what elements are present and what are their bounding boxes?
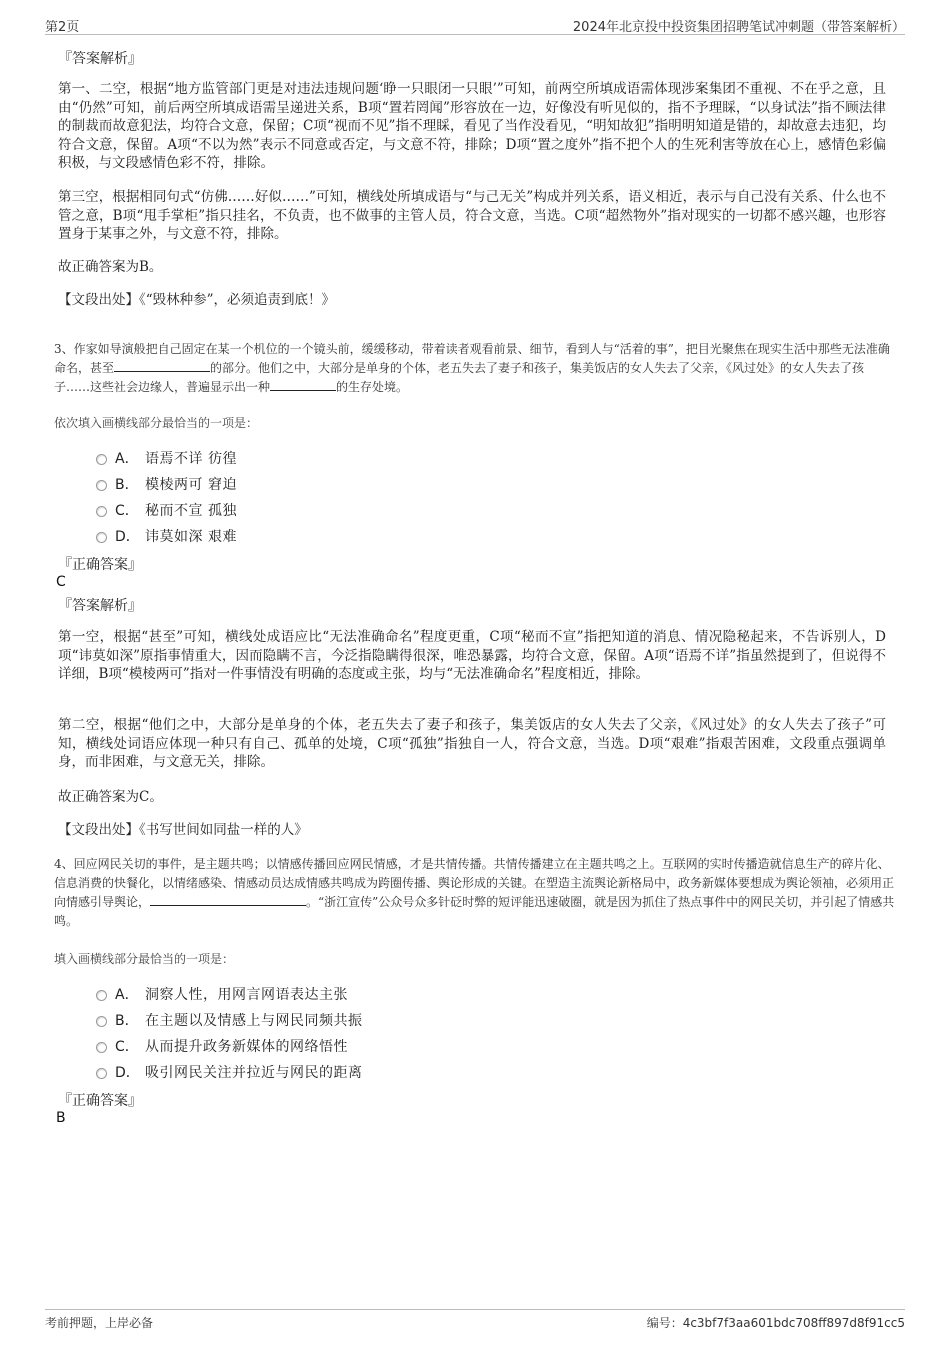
radio-icon[interactable] <box>96 506 107 517</box>
correct-answer-label: 『正确答案』 <box>58 557 142 573</box>
fill-blank <box>270 378 336 391</box>
analysis-label: 『答案解析』 <box>58 51 142 67</box>
option-letter: D． <box>115 529 140 545</box>
fill-blank <box>114 359 210 372</box>
question-prompt: 填入画横线部分最恰当的一项是： <box>54 952 235 966</box>
option-letter: C． <box>115 1039 139 1055</box>
question-text: 的生存处境。 <box>336 380 409 394</box>
fill-blank <box>150 893 306 906</box>
option-letter: D． <box>115 1065 140 1081</box>
radio-icon[interactable] <box>96 1016 107 1027</box>
radio-icon[interactable] <box>96 532 107 543</box>
option-text: 秘而不宣 孤独 <box>145 503 237 519</box>
question-prompt: 依次填入画横线部分最恰当的一项是： <box>54 416 259 430</box>
document-id: 编号：4c3bf7f3aa601bdc708ff897d8f91cc5 <box>646 1316 905 1330</box>
analysis-paragraph: 第一空，根据“甚至”可知，横线处成语应比“无法准确命名”程度更重，C项“秘而不宣”指把知道的消息、情况隐秘起来，不告诉别人，D项“讳莫如深”原指事情重大，因而隐瞒不言，今泛指隐瞒得很深，唯恐暴露，均符合文意，保留。A项“语焉不详”指虽然提到了，但说得不详细，B项“模棱两可”指对一件事情没有明确的态度或主张，均与“无法准确命名”程度相近，排除。 <box>58 629 886 682</box>
radio-icon[interactable] <box>96 1042 107 1053</box>
source-citation: 【文段出处】《书写世间如同盐一样的人》 <box>58 822 308 838</box>
correct-answer: C <box>56 574 66 590</box>
correct-answer: B <box>56 1110 66 1126</box>
analysis-paragraph: 第二空，根据“他们之中，大部分是单身的个体，老五失去了妻子和孩子，集美饭店的女人失去了父亲，《风过处》的女人失去了孩子”可知，横线处词语应体现一种只有自己、孤单的处境，C项“孤独”指独自一人，符合文意，当选。D项“艰难”指艰苦困难，文段重点强调单身，而非困难，与文意无关，排除。 <box>58 717 886 770</box>
option-a[interactable] <box>96 448 237 468</box>
option-d[interactable] <box>96 1062 363 1082</box>
option-text: 模棱两可 窘迫 <box>145 477 237 493</box>
question-text: 3、作家如导演般把自己固定在某一个机位的一个镜头前，缓缓移动，带着读者观看前景、细节，看到人与“活着的事”，把目光聚焦在现实生活中那些无法准确命名，甚至 <box>54 342 890 375</box>
option-a[interactable] <box>96 984 348 1004</box>
option-c[interactable] <box>96 500 237 520</box>
radio-icon[interactable] <box>96 1068 107 1079</box>
correct-answer-label: 『正确答案』 <box>58 1093 142 1109</box>
footer-slogan: 考前押题，上岸必备 <box>45 1316 154 1330</box>
option-text: 吸引网民关注并拉近与网民的距离 <box>145 1065 363 1081</box>
option-b[interactable] <box>96 1010 363 1030</box>
option-letter: B． <box>115 477 139 493</box>
option-letter: A． <box>115 451 139 467</box>
option-text: 在主题以及情感上与网民同频共振 <box>145 1013 363 1029</box>
option-text: 洞察人性，用网言网语表达主张 <box>145 987 348 1003</box>
source-citation: 【文段出处】《“毁林种参”，必须追责到底！》 <box>58 292 336 308</box>
option-letter: B． <box>115 1013 139 1029</box>
analysis-paragraph: 第三空，根据相同句式“仿佛……好似……”可知，横线处所填成语与“与己无关”构成并列关系，语义相近，表示与自己没有关系、什么也不管之意，B项“甩手掌柜”指只挂名，不负责，也不做事的主管人员，符合文意，当选。C项“超然物外”指对现实的一切都不感兴趣，也形容置身于某事之外，与文意不符，排除。 <box>58 189 886 242</box>
question-text: 4、回应网民关切的事件，是主题共鸣；以情感传播回应网民情感，才是共情传播。共情传播建立在主题共鸣之上。互联网的实时传播造就信息生产的碎片化、信息消费的快餐化，以情绪感染、情感动员达成情感共鸣成为跨圈传播、舆论形成的关键。在塑造主流舆论新格局中，政务新媒体要想成为舆论领袖，必须用正向情感引导舆论， <box>54 857 895 909</box>
option-c[interactable] <box>96 1036 348 1056</box>
option-letter: C． <box>115 503 139 519</box>
option-text: 从而提升政务新媒体的网络悟性 <box>145 1039 348 1055</box>
radio-icon[interactable] <box>96 990 107 1001</box>
radio-icon[interactable] <box>96 480 107 491</box>
option-letter: A． <box>115 987 139 1003</box>
document-title: 2024年北京投中投资集团招聘笔试冲刺题（带答案解析） <box>572 20 905 35</box>
page-number: 第2页 <box>45 20 80 35</box>
analysis-label: 『答案解析』 <box>58 598 142 614</box>
option-b[interactable] <box>96 474 237 494</box>
question-text: 。“浙江宣传”公众号众多针砭时弊的短评能迅速破圈，就是因为抓住了热点事件中的网民关切，并引起了情感共鸣。 <box>54 895 895 928</box>
analysis-paragraph: 第一、二空，根据“地方监管部门更是对违法违规问题‘睁一只眼闭一只眼’”可知，前两空所填成语需体现涉案集团不重视、不在乎之意，且由“仍然”可知，前后两空所填成语需呈递进关系，B项“置若罔闻”形容放在一边，好像没有听见似的，指不予理睬，“以身试法”指不顾法律的制裁而故意犯法，均符合文意，保留；C项“视而不见”指不理睬，看见了当作没看见，“明知故犯”指明明知道是错的，却故意去违犯，均符合文意，保留。A项“不以为然”表示不同意或否定，与文意不符，排除；D项“置之度外”指不把个人的生死利害等放在心上，感情色彩偏积极，与文段感情色彩不符，排除。 <box>58 81 886 171</box>
question-4-stem <box>54 855 896 931</box>
page-header <box>45 14 905 35</box>
option-text: 讳莫如深 艰难 <box>145 529 237 545</box>
question-3-stem <box>54 340 896 397</box>
conclusion: 故正确答案为C。 <box>58 789 163 805</box>
page-footer <box>45 1309 905 1332</box>
conclusion: 故正确答案为B。 <box>58 259 163 275</box>
option-text: 语焉不详 彷徨 <box>145 451 237 467</box>
radio-icon[interactable] <box>96 454 107 465</box>
option-d[interactable] <box>96 526 237 546</box>
question-text: 的部分。他们之中，大部分是单身的个体，老五失去了妻子和孩子，集美饭店的女人失去了父亲，《风过处》的女人失去了孩子……这些社会边缘人，普遍显示出一种 <box>54 361 865 394</box>
